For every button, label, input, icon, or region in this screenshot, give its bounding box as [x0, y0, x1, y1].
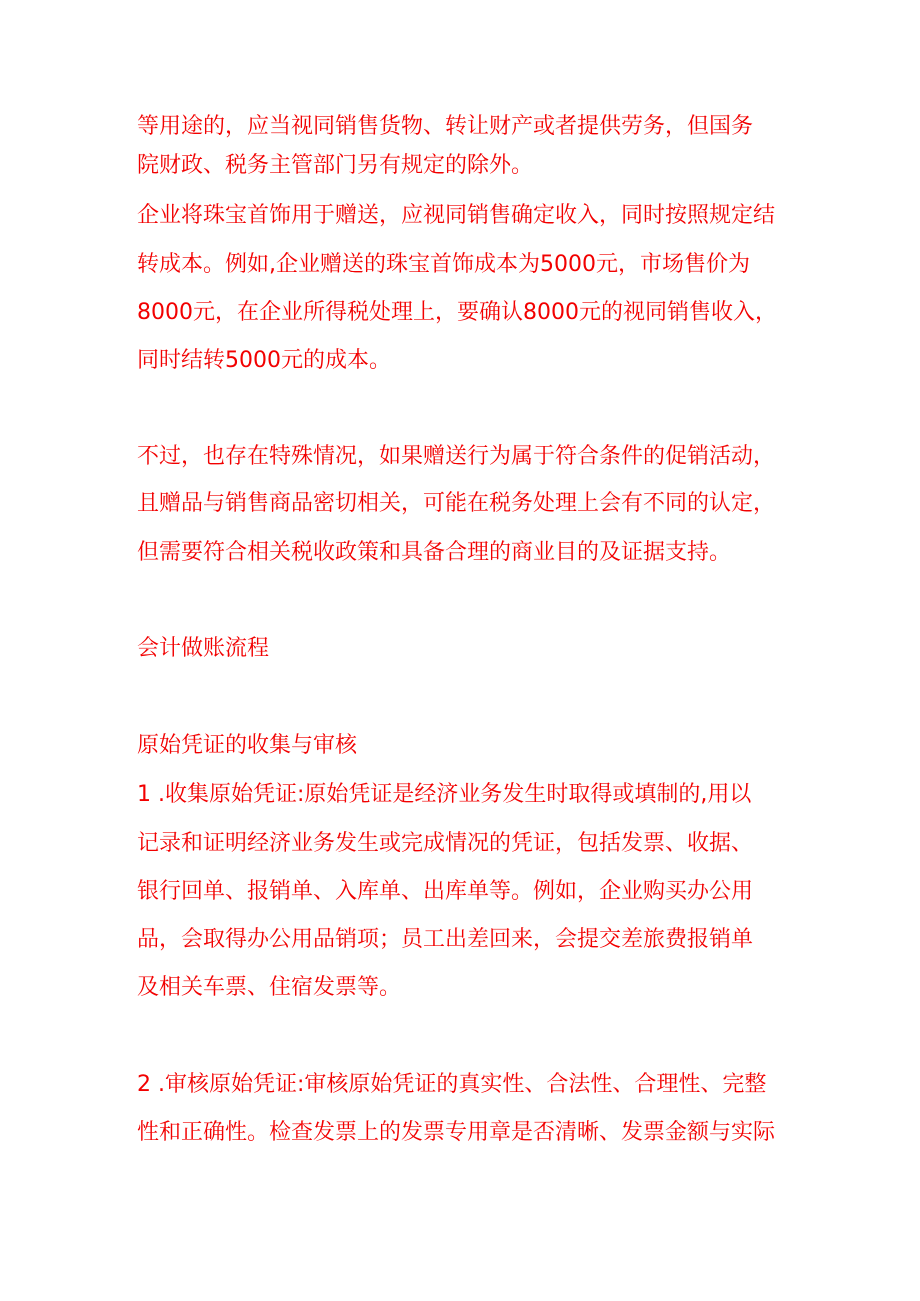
text-line: 性和正确性。检查发票上的发票专用章是否清晰、发票金额与实际 [137, 1120, 776, 1145]
text-line: 银行回单、报销单、入库单、出库单等。例如，企业购买办公用 [137, 879, 754, 904]
text-line: 不过，也存在特殊情况，如果赠送行为属于符合条件的促销活动， [137, 444, 776, 469]
text-line: 院财政、税务主管部门另有规定的除外。 [137, 153, 534, 178]
section-heading: 会计做账流程 [137, 636, 270, 661]
text-line: 2 .审核原始凭证:审核原始凭证的真实性、合法性、合理性、完整 [137, 1072, 767, 1097]
subsection-heading: 原始凭证的收集与审核 [137, 733, 358, 758]
text-line: 企业将珠宝首饰用于赠送，应视同销售确定收入，同时按照规定结 [137, 203, 776, 228]
text-line: 但需要符合相关税收政策和具备合理的商业目的及证据支持。 [137, 540, 732, 565]
text-line: 及相关车票、住宿发票等。 [137, 975, 402, 1000]
text-line: 记录和证明经济业务发生或完成情况的凭证，包括发票、收据、 [137, 831, 754, 856]
text-line: 等用途的，应当视同销售货物、转让财产或者提供劳务，但国务 [137, 114, 754, 139]
text-line: 转成本。例如,企业赠送的珠宝首饰成本为5000元，市场售价为 [137, 252, 750, 277]
text-line: 同时结转5000元的成本。 [137, 348, 391, 373]
text-line: 8000元，在企业所得税处理上，要确认8000元的视同销售收入， [137, 300, 777, 325]
text-line: 1 .收集原始凭证:原始凭证是经济业务发生时取得或填制的,用以 [137, 782, 752, 807]
text-line: 且赠品与销售商品密切相关，可能在税务处理上会有不同的认定， [137, 491, 776, 516]
text-line: 品，会取得办公用品销项；员工出差回来，会提交差旅费报销单 [137, 927, 754, 952]
